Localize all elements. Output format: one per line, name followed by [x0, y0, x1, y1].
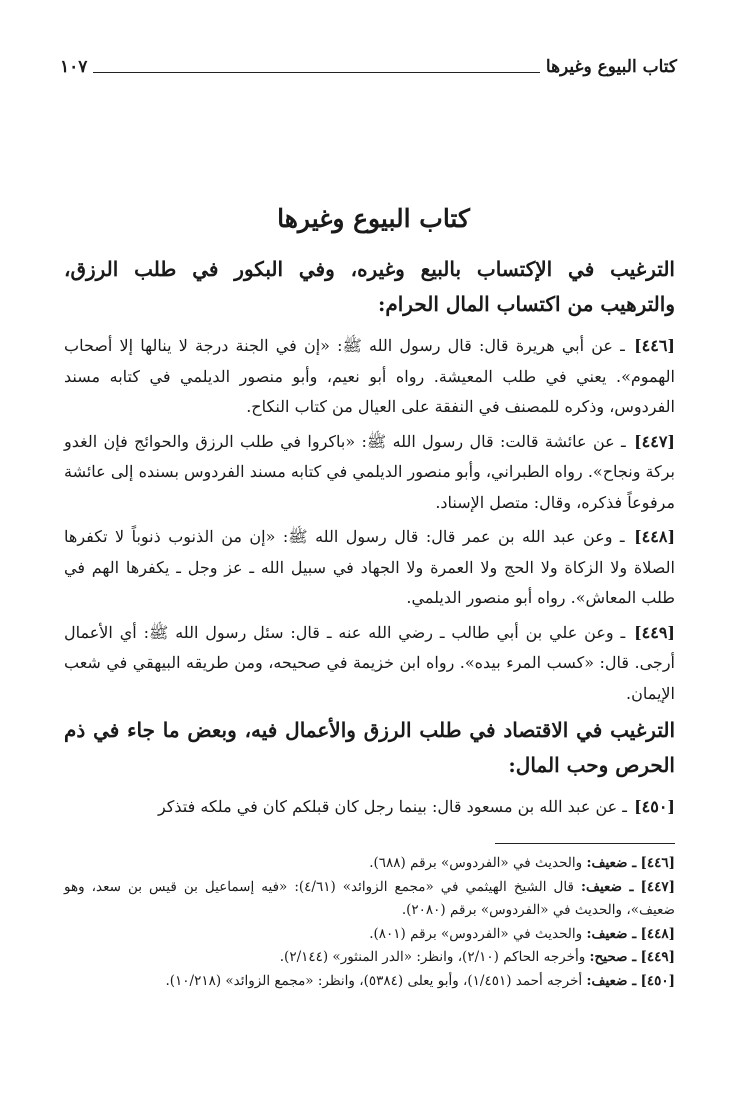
- running-header: [60, 54, 677, 80]
- footnote-grade: ـ صحيح:: [589, 949, 637, 965]
- chapter-heading: الترغيب في الإكتساب بالبيع وغيره، وفي البكور في طلب الرزق، والترهيب من اكتساب المال الحرام:: [64, 257, 675, 316]
- footnote-grade: ـ ضعيف:: [586, 925, 637, 942]
- header-rule: [93, 72, 540, 73]
- footnote-447: [64, 876, 675, 923]
- hadith-446: [64, 331, 675, 423]
- hadith-number: [٤٤٧]: [634, 431, 675, 451]
- hadith-number: [٤٤٨]: [634, 527, 676, 546]
- chapter-heading: الترغيب في الاقتصاد في طلب الرزق والأعمال فيه، وبعض ما جاء في ذم الحرص وحب المال:: [64, 718, 675, 777]
- hadith-number: [٤٤٦]: [634, 336, 675, 355]
- footnote-number: [٤٤٩]: [640, 949, 675, 965]
- hadith-number: [٤٥٠]: [634, 797, 675, 816]
- footnote-grade: ـ ضعيف:: [586, 855, 637, 871]
- hadith-450: [64, 792, 675, 823]
- footnote-446: [64, 852, 675, 876]
- footnote-text: والحديث في «الفردوس» برقم (٦٨٨).: [369, 855, 583, 871]
- hadith-448: [64, 522, 675, 614]
- footnote-number: [٤٥٠]: [640, 972, 675, 989]
- page-number: ١٠٧: [60, 57, 88, 77]
- footnote-divider: [495, 843, 675, 844]
- footnote-text: والحديث في «الفردوس» برقم (٨٠١).: [369, 925, 583, 942]
- hadith-449: [64, 618, 675, 710]
- footnote-450: [64, 970, 675, 994]
- footnote-449: [64, 946, 675, 970]
- footnote-448: [64, 923, 675, 947]
- footnote-number: [٤٤٧]: [640, 878, 675, 895]
- footnote-grade: ـ ضعيف:: [586, 972, 637, 989]
- main-text: [64, 252, 675, 827]
- hadith-447: [64, 427, 675, 519]
- running-title: كتاب البيوع وغيرها: [545, 57, 677, 77]
- footnote-text: وأخرجه الحاكم (٢/١٠)، وانظر: «الدر المنثور» (٢/١٤٤).: [279, 949, 586, 965]
- hadith-text: ـ وعن عبد الله بن عمر قال: قال رسول الله ﷺ: «إن من الذنوب ذنوباً لا تكفرها الصلاة ولا الزكاة ولا الحج ولا العمرة ولا الجهاد في سبيل الله ـ عز وجل ـ يكفرها الهم في طلب المعاش». رواه أبو منصور الديلمي.: [64, 527, 675, 607]
- footnotes: [64, 852, 675, 993]
- hadith-number: [٤٤٩]: [634, 622, 675, 642]
- hadith-text: ـ عن عائشة قالت: قال رسول الله ﷺ: «باكروا في طلب الرزق والحوائج فإن الغدو بركة ونجاح». رواه الطبراني، وأبو منصور الديلمي في كتابه مسند الفردوس بسنده إلى عائشة مرفوعاً فذكره، وقال: متصل الإسناد.: [64, 431, 675, 512]
- book-title: كتاب البيوع وغيرها: [277, 204, 470, 233]
- footnote-grade: ـ ضعيف:: [580, 878, 634, 895]
- footnote-text: قال الشيخ الهيثمي في «مجمع الزوائد» (٤/٦١): «فيه إسماعيل بن قيس بن سعد، وهو ضعيف»، والحديث في «الفردوس» برقم (٢٠٨٠).: [64, 878, 675, 918]
- hadith-text: ـ عن أبي هريرة قال: قال رسول الله ﷺ: «إن في الجنة درجة لا ينالها إلا أصحاب الهموم». يعني في طلب المعيشة. رواه أبو نعيم، وأبو منصور الديلمي في كتابه مسند الفردوس، وذكره للمصنف في النفقة على العيال من كتاب النكاح.: [64, 336, 675, 416]
- footnote-text: أخرجه أحمد (١/٤٥١)، وأبو يعلى (٥٣٨٤)، وانظر: «مجمع الزوائد» (١٠/٢١٨).: [165, 972, 583, 989]
- hadith-text: ـ وعن علي بن أبي طالب ـ رضي الله عنه ـ قال: سئل رسول الله ﷺ: أي الأعمال أرجى. قال: «كسب المرء بيده». رواه ابن خزيمة في صحيحه، ومن طريقه البيهقي في شعب الإيمان.: [64, 622, 675, 703]
- hadith-text: ـ عن عبد الله بن مسعود قال: بينما رجل كان قبلكم كان في ملكه فتذكر: [157, 797, 627, 816]
- footnote-number: [٤٤٨]: [640, 925, 675, 942]
- footnote-number: [٤٤٦]: [640, 855, 675, 871]
